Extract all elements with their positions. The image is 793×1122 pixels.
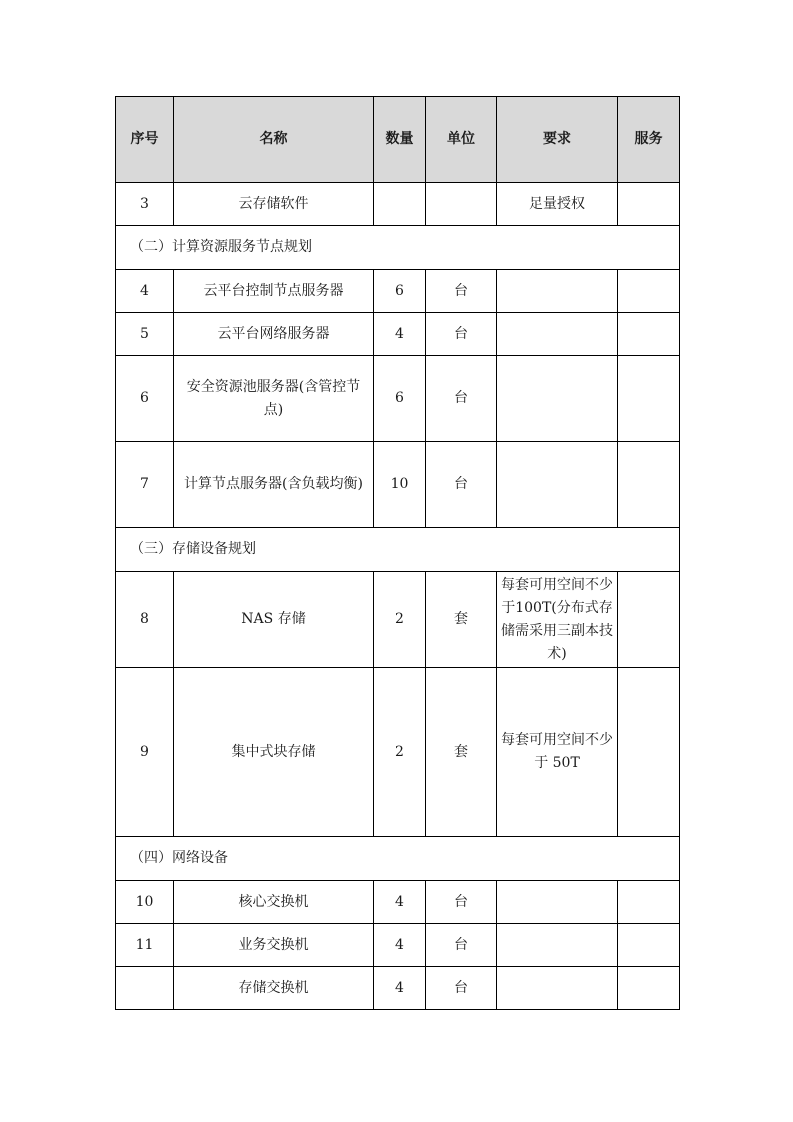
- header-seq: 序号: [116, 97, 174, 183]
- table-row: [116, 270, 680, 313]
- cell-qty: 10: [374, 442, 426, 528]
- cell-service: [618, 183, 680, 226]
- cell-requirement: [497, 356, 618, 442]
- cell-service: [618, 668, 680, 837]
- cell-name: 云平台网络服务器: [174, 313, 374, 356]
- cell-qty: 4: [374, 881, 426, 924]
- section-row: [116, 528, 680, 572]
- table-row: [116, 924, 680, 967]
- cell-requirement: [497, 442, 618, 528]
- table-row: [116, 572, 680, 668]
- cell-requirement: [497, 881, 618, 924]
- cell-unit: 台: [426, 313, 497, 356]
- cell-qty: 4: [374, 313, 426, 356]
- cell-qty: 6: [374, 356, 426, 442]
- table-row: [116, 881, 680, 924]
- header-row: [116, 97, 680, 183]
- cell-unit: 套: [426, 572, 497, 668]
- cell-requirement: [497, 270, 618, 313]
- cell-requirement: 每套可用空间不少于100T(分布式存储需采用三副本技术): [497, 572, 618, 668]
- cell-service: [618, 881, 680, 924]
- cell-qty: [374, 183, 426, 226]
- cell-service: [618, 356, 680, 442]
- cell-name: 核心交换机: [174, 881, 374, 924]
- cell-unit: 台: [426, 924, 497, 967]
- cell-qty: 2: [374, 572, 426, 668]
- cell-service: [618, 313, 680, 356]
- section-row: [116, 226, 680, 270]
- cell-qty: 4: [374, 924, 426, 967]
- section-title-network: （四）网络设备: [116, 837, 680, 881]
- cell-seq: 4: [116, 270, 174, 313]
- cell-qty: 2: [374, 668, 426, 837]
- section-row: [116, 837, 680, 881]
- equipment-table: [115, 96, 680, 1010]
- cell-qty: 4: [374, 967, 426, 1010]
- section-title-compute: （二）计算资源服务节点规划: [116, 226, 680, 270]
- cell-seq: 9: [116, 668, 174, 837]
- section-title-storage: （三）存储设备规划: [116, 528, 680, 572]
- cell-service: [618, 924, 680, 967]
- cell-service: [618, 442, 680, 528]
- cell-unit: 套: [426, 668, 497, 837]
- cell-service: [618, 572, 680, 668]
- cell-requirement: [497, 924, 618, 967]
- cell-service: [618, 270, 680, 313]
- header-qty: 数量: [374, 97, 426, 183]
- cell-name: 计算节点服务器(含负载均衡): [174, 442, 374, 528]
- cell-service: [618, 967, 680, 1010]
- cell-requirement: [497, 967, 618, 1010]
- table-row: [116, 967, 680, 1010]
- cell-seq: 11: [116, 924, 174, 967]
- cell-unit: 台: [426, 270, 497, 313]
- cell-requirement: 每套可用空间不少于 50T: [497, 668, 618, 837]
- cell-seq: 6: [116, 356, 174, 442]
- header-service: 服务: [618, 97, 680, 183]
- cell-seq: 3: [116, 183, 174, 226]
- cell-qty: 6: [374, 270, 426, 313]
- cell-seq: 7: [116, 442, 174, 528]
- cell-name: 集中式块存储: [174, 668, 374, 837]
- cell-unit: 台: [426, 442, 497, 528]
- table-row: [116, 183, 680, 226]
- cell-seq: 5: [116, 313, 174, 356]
- cell-requirement: [497, 313, 618, 356]
- cell-requirement: 足量授权: [497, 183, 618, 226]
- table-row: [116, 442, 680, 528]
- table-row: [116, 668, 680, 837]
- header-unit: 单位: [426, 97, 497, 183]
- header-name: 名称: [174, 97, 374, 183]
- cell-seq: 10: [116, 881, 174, 924]
- table-row: [116, 313, 680, 356]
- cell-unit: 台: [426, 356, 497, 442]
- cell-name: 安全资源池服务器(含管控节点): [174, 356, 374, 442]
- cell-unit: [426, 183, 497, 226]
- cell-unit: 台: [426, 967, 497, 1010]
- cell-name: 云存储软件: [174, 183, 374, 226]
- cell-name: NAS 存储: [174, 572, 374, 668]
- table-row: [116, 356, 680, 442]
- cell-seq: [116, 967, 174, 1010]
- cell-name: 业务交换机: [174, 924, 374, 967]
- cell-name: 存储交换机: [174, 967, 374, 1010]
- cell-unit: 台: [426, 881, 497, 924]
- cell-name: 云平台控制节点服务器: [174, 270, 374, 313]
- header-requirement: 要求: [497, 97, 618, 183]
- cell-seq: 8: [116, 572, 174, 668]
